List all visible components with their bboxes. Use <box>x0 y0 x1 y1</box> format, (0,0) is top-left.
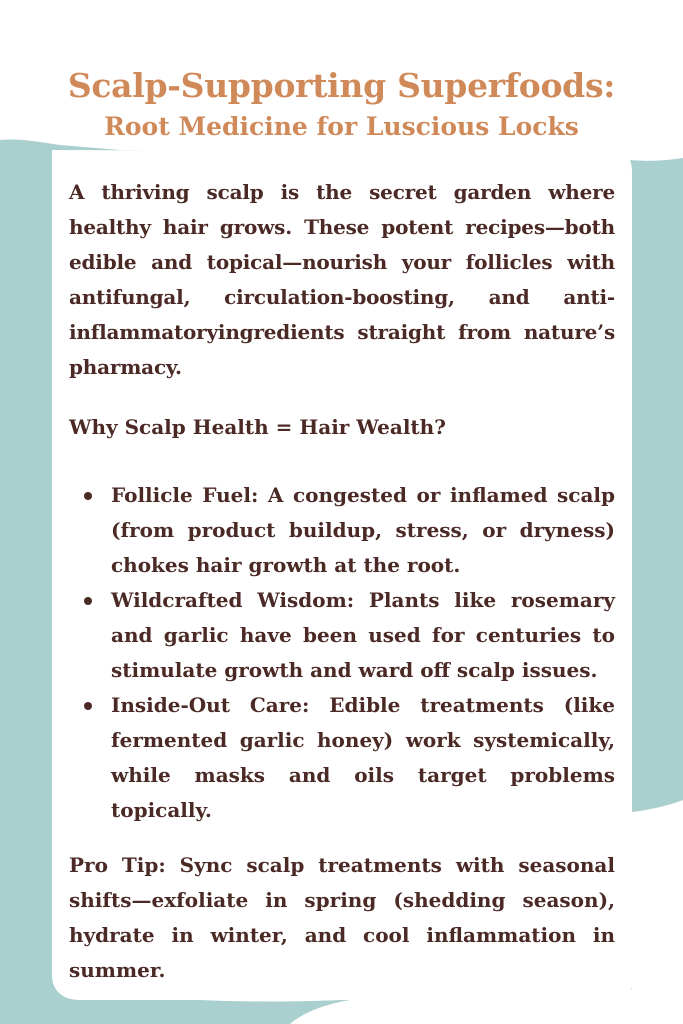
page-subtitle: Root Medicine for Luscious Locks <box>104 112 579 141</box>
bullet-list <box>69 478 615 828</box>
list-item-text: Wildcrafted Wisdom: Plants like rosemary and garlic have been used for centuries to stimulate growth and ward off scalp issues. <box>111 588 615 682</box>
section-heading-why: Why Scalp Health = Hair Wealth? <box>69 415 446 439</box>
bullet-icon <box>84 492 92 500</box>
bullet-icon <box>84 702 92 710</box>
list-item <box>111 478 615 583</box>
list-item <box>111 583 615 688</box>
page-title: Scalp-Supporting Superfoods: <box>67 66 616 105</box>
list-item <box>111 688 615 828</box>
bullet-icon <box>84 597 92 605</box>
list-item-text: Inside-Out Care: Edible treatments (like fermented garlic honey) work systemically, while masks and oils target problems topically. <box>111 693 615 822</box>
intro-paragraph: A thriving scalp is the secret garden where healthy hair grows. These potent recipes—both edible and topical—nourish your follicles with antifungal, circulation-boosting, and anti-inflammatoryingredients straight from nature’s pharmacy. <box>69 180 615 379</box>
pro-tip-paragraph: Pro Tip: Sync scalp treatments with seasonal shifts—exfoliate in spring (shedding season), hydrate in winter, and cool inflammation in summer. <box>69 853 615 982</box>
list-item-text: Follicle Fuel: A congested or inflamed scalp (from product buildup, stress, or dryness) chokes hair growth at the root. <box>111 483 615 577</box>
